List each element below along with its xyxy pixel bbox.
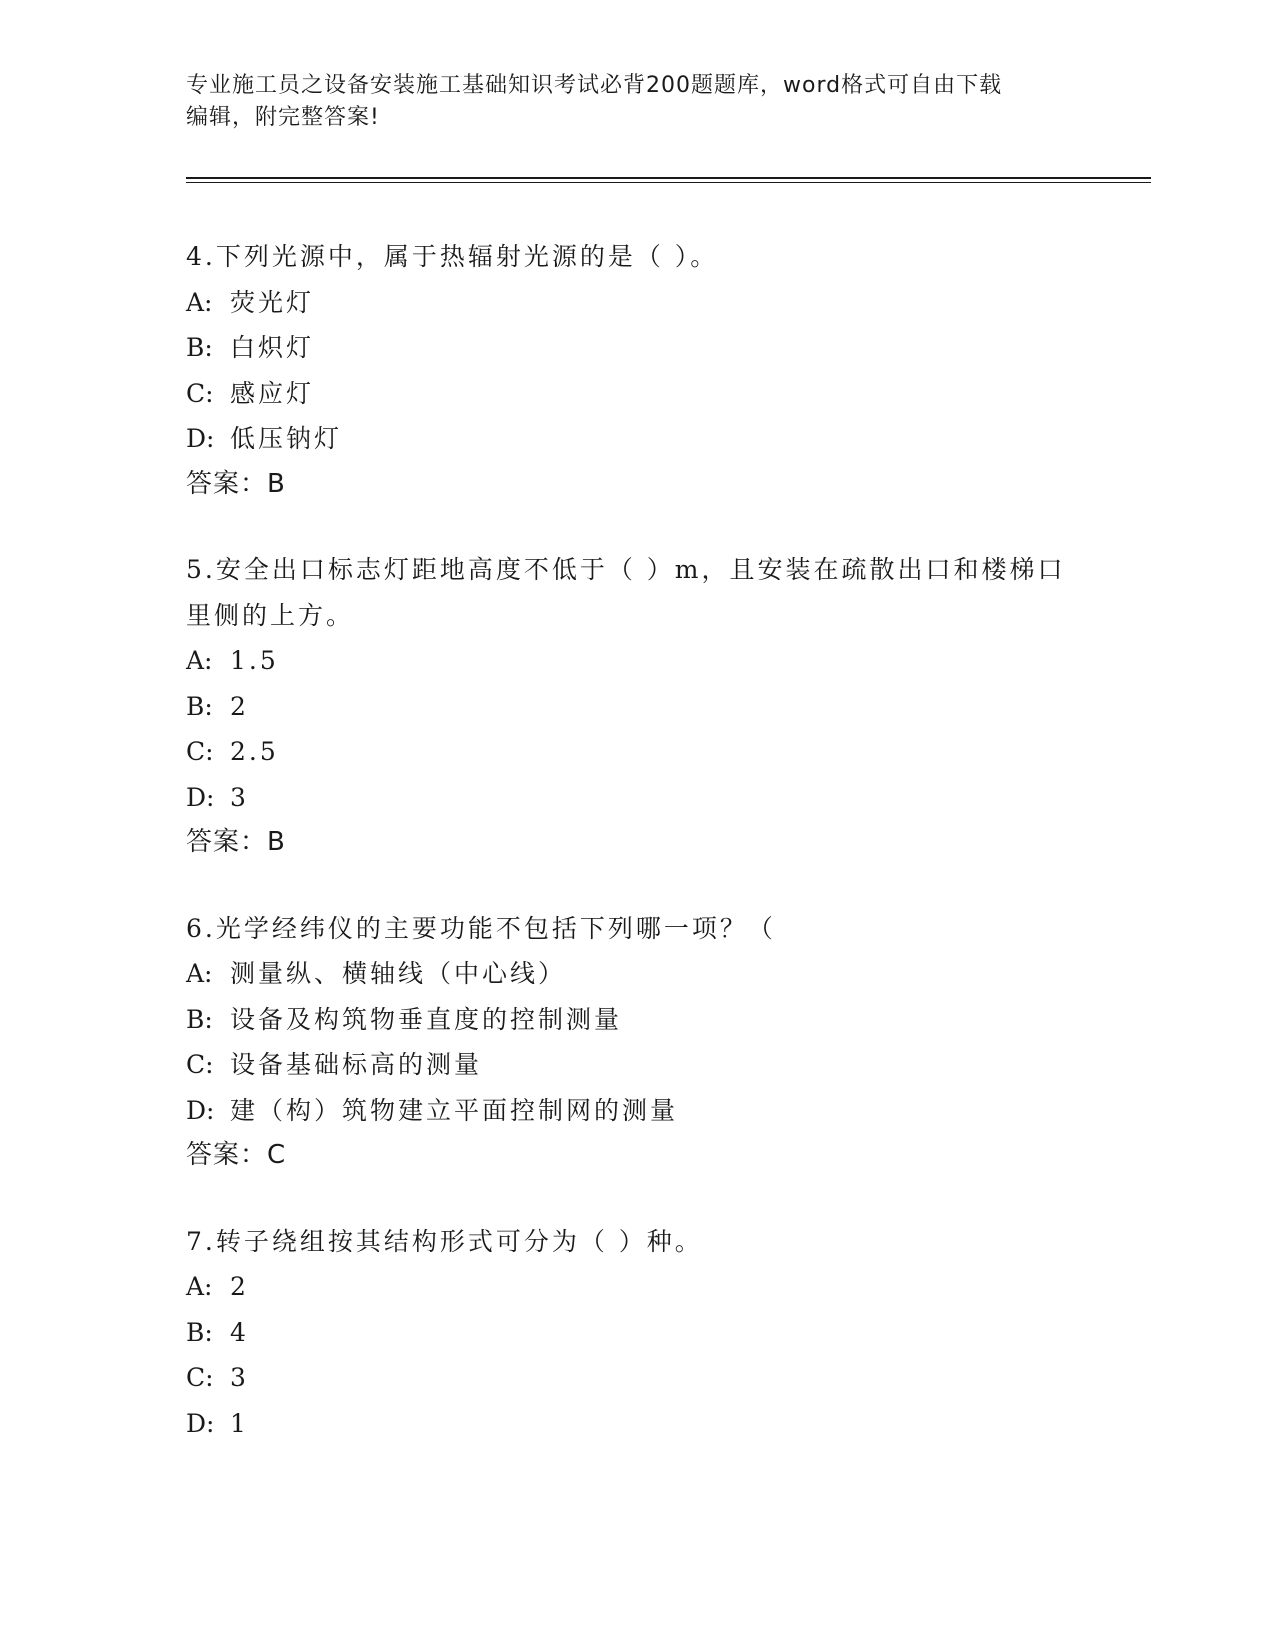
option-c (186, 371, 1086, 417)
option-key: A: (186, 1272, 213, 1301)
option-b (186, 1310, 1086, 1356)
option-key: C: (186, 378, 214, 408)
option-key: D: (186, 1408, 215, 1438)
option-text: 1 (230, 1408, 249, 1438)
option-c (186, 1355, 1086, 1401)
option-b (186, 997, 1086, 1043)
option-a (186, 1264, 1086, 1310)
option-c (186, 729, 1086, 775)
option-d (186, 1088, 1086, 1134)
option-key: A: (186, 959, 213, 988)
option-a (186, 951, 1086, 997)
option-text: 感应灯 (230, 378, 315, 408)
question-text: 4.下列光源中，属于热辐射光源的是（ ）。 (186, 242, 719, 271)
option-text: 4 (230, 1317, 249, 1347)
option-text: 3 (230, 1363, 249, 1392)
option-text: 设备基础标高的测量 (230, 1050, 483, 1079)
option-text: 1.5 (230, 646, 279, 675)
option-d (186, 775, 1086, 821)
answer-line: 答案：B (186, 468, 286, 499)
option-a (186, 280, 1086, 326)
header-rule-thin (186, 182, 1151, 183)
option-key: C: (186, 1363, 214, 1392)
answer-line: 答案：B (186, 827, 286, 857)
option-key: B: (186, 1317, 213, 1347)
header-line-2: 编辑，附完整答案! (186, 105, 380, 130)
option-a (186, 638, 1086, 684)
answer-line: 答案：C (186, 1140, 287, 1170)
header-rule-thick (186, 177, 1151, 179)
option-text: 设备及构筑物垂直度的控制测量 (230, 1004, 623, 1034)
option-b (186, 325, 1086, 371)
option-d (186, 416, 1086, 462)
header-line-1: 专业施工员之设备安装施工基础知识考试必背200题题库，word格式可自由下载 (186, 73, 1003, 98)
option-key: B: (186, 333, 213, 362)
question-text: 6.光学经纬仪的主要功能不包括下列哪一项？（ (186, 913, 776, 943)
option-key: C: (186, 1050, 214, 1079)
question-7 (186, 1219, 1086, 1447)
option-key: B: (186, 1004, 213, 1034)
option-key: A: (186, 646, 213, 675)
question-text: 5.安全出口标志灯距地高度不低于（ ）m，且安装在疏散出口和楼梯口里侧的上方。 (186, 555, 1066, 630)
option-key: C: (186, 737, 214, 766)
question-text: 7.转子绕组按其结构形式可分为（ ）种。 (186, 1226, 703, 1256)
option-key: D: (186, 782, 215, 812)
option-text: 2.5 (230, 737, 279, 766)
document-header (186, 70, 1066, 134)
option-text: 荧光灯 (230, 287, 315, 317)
option-text: 建（构）筑物建立平面控制网的测量 (230, 1095, 679, 1125)
option-text: 2 (230, 1272, 249, 1301)
option-text: 2 (230, 691, 249, 721)
option-key: B: (186, 691, 213, 721)
option-c (186, 1042, 1086, 1088)
option-text: 白炽灯 (230, 333, 315, 362)
option-key: A: (186, 287, 213, 317)
question-list (186, 234, 1086, 1486)
option-d (186, 1401, 1086, 1447)
option-text: 低压钠灯 (230, 424, 343, 453)
option-text: 3 (230, 782, 249, 812)
option-key: D: (186, 1095, 215, 1125)
question-6 (186, 906, 1086, 1179)
option-text: 测量纵、横轴线（中心线） (230, 959, 567, 988)
option-b (186, 684, 1086, 730)
option-key: D: (186, 424, 215, 453)
question-4 (186, 234, 1086, 507)
question-5 (186, 547, 1086, 866)
